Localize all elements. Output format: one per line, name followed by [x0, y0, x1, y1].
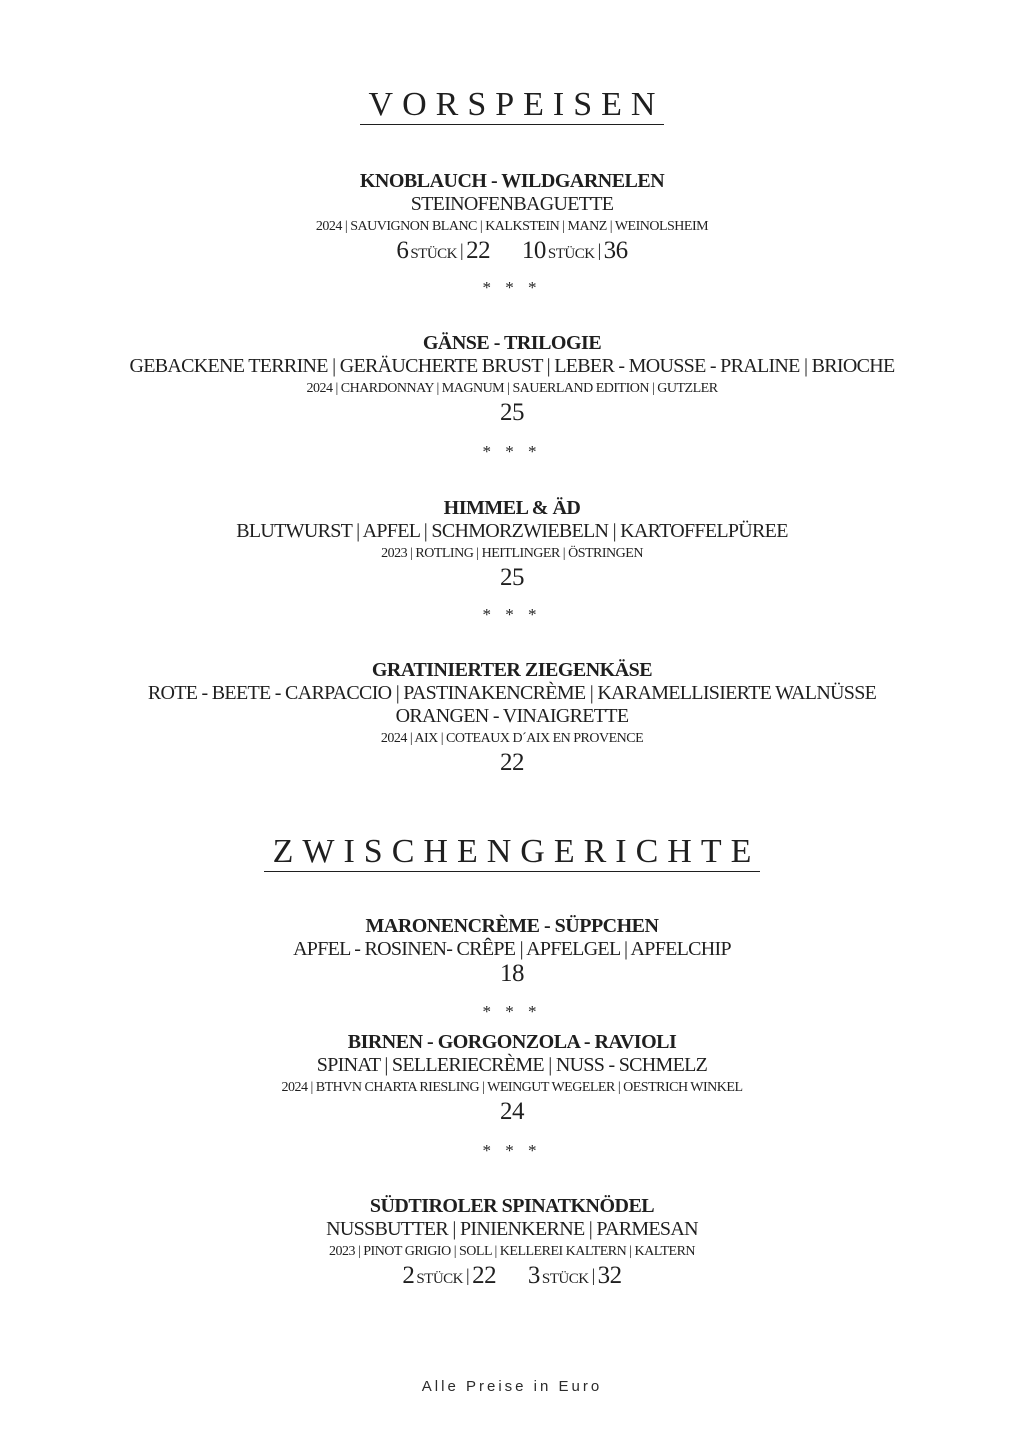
price-unit: STÜCK [416, 1271, 464, 1287]
price-separator: | [460, 240, 464, 260]
section-title-text: VORSPEISEN [360, 87, 665, 125]
dish-description: APFEL - ROSINEN- CRÊPE | APFELGEL | APFELCHIP [293, 938, 731, 960]
dish-himmel-aed [0, 496, 1024, 591]
wine-pairing: 2024 | CHARDONNAY | MAGNUM | SAUERLAND EDITION | GUTZLER [306, 381, 718, 396]
separator-stars: * * * [482, 605, 542, 624]
dish-name: GRATINIERTER ZIEGENKÄSE [371, 659, 653, 681]
dish-description: STEINOFENBAGUETTE [410, 193, 614, 215]
dish-prices [0, 1263, 1024, 1292]
price-amount: 36 [603, 237, 628, 264]
section-title-zwischengerichte [0, 833, 1024, 872]
dish-name: BIRNEN - GORGONZOLA - RAVIOLI [347, 1031, 677, 1053]
dish-gratinierter-ziegenkaese [0, 658, 1024, 776]
dish-description: ORANGEN - VINAIGRETTE [395, 705, 629, 727]
dish-price: 25 [500, 399, 524, 426]
wine-pairing: 2023 | PINOT GRIGIO | SOLL | KELLEREI KALTERN | KALTERN [328, 1244, 696, 1259]
dish-price: 18 [500, 960, 524, 987]
dish-price: 22 [500, 749, 524, 776]
dish-description: ROTE - BEETE - CARPACCIO | PASTINAKENCRÈME | KARAMELLISIERTE WALNÜSSE [147, 682, 877, 704]
dish-name: KNOBLAUCH - WILDGARNELEN [359, 170, 665, 192]
dish-price: 25 [500, 564, 524, 591]
wine-pairing: 2024 | AIX | COTEAUX D´AIX EN PROVENCE [380, 731, 644, 746]
dish-name: GÄNSE - TRILOGIE [422, 332, 602, 354]
price-unit: STÜCK [547, 246, 595, 262]
dish-description: GEBACKENE TERRINE | GERÄUCHERTE BRUST | LEBER - MOUSSE - PRALINE | BRIOCHE [129, 355, 895, 377]
wine-pairing: 2024 | BTHVN CHARTA RIESLING | WEINGUT WEGELER | OESTRICH WINKEL [281, 1080, 743, 1095]
dish-name: SÜDTIROLER SPINATKNÖDEL [369, 1195, 655, 1217]
price-separator: | [591, 1265, 595, 1285]
price-quantity: 10 [521, 237, 546, 264]
wine-pairing: 2024 | SAUVIGNON BLANC | KALKSTEIN | MANZ | WEINOLSHEIM [315, 219, 709, 234]
separator-stars: * * * [482, 278, 542, 297]
footer-note: Alle Preise in Euro [421, 1378, 603, 1395]
price-option [396, 238, 490, 267]
price-separator: | [597, 240, 601, 260]
price-amount: 22 [466, 237, 491, 264]
price-option [528, 1263, 622, 1292]
dish-knoblauch-wildgarnelen [0, 169, 1024, 267]
price-unit: STÜCK [541, 1271, 589, 1287]
price-option [402, 1263, 496, 1292]
dish-name: HIMMEL & ÄD [443, 497, 581, 519]
price-separator: | [466, 1265, 470, 1285]
price-quantity: 3 [527, 1262, 540, 1289]
dish-maronencreme-sueppchen [0, 914, 1024, 987]
dish-description: BLUTWURST | APFEL | SCHMORZWIEBELN | KARTOFFELPÜREE [236, 520, 788, 542]
price-amount: 22 [472, 1262, 497, 1289]
wine-pairing: 2023 | ROTLING | HEITLINGER | ÖSTRINGEN [381, 546, 643, 561]
separator-stars: * * * [482, 442, 542, 461]
price-option [522, 238, 628, 267]
dish-suedtiroler-spinatknoedel [0, 1194, 1024, 1292]
dish-description: SPINAT | SELLERIECRÈME | NUSS - SCHMELZ [316, 1054, 708, 1076]
dish-gaense-trilogie [0, 331, 1024, 426]
separator-stars: * * * [482, 1002, 542, 1021]
dish-prices [0, 238, 1024, 267]
section-title-vorspeisen [0, 86, 1024, 125]
price-unit: STÜCK [410, 246, 458, 262]
dish-name: MARONENCRÈME - SÜPPCHEN [365, 915, 659, 937]
dish-birnen-gorgonzola-ravioli [0, 1030, 1024, 1125]
separator-stars: * * * [482, 1141, 542, 1160]
price-quantity: 6 [396, 237, 409, 264]
price-quantity: 2 [402, 1262, 415, 1289]
price-amount: 32 [597, 1262, 622, 1289]
dish-price: 24 [500, 1098, 524, 1125]
section-title-text: ZWISCHENGERICHTE [264, 834, 761, 872]
dish-description: NUSSBUTTER | PINIENKERNE | PARMESAN [326, 1218, 698, 1240]
